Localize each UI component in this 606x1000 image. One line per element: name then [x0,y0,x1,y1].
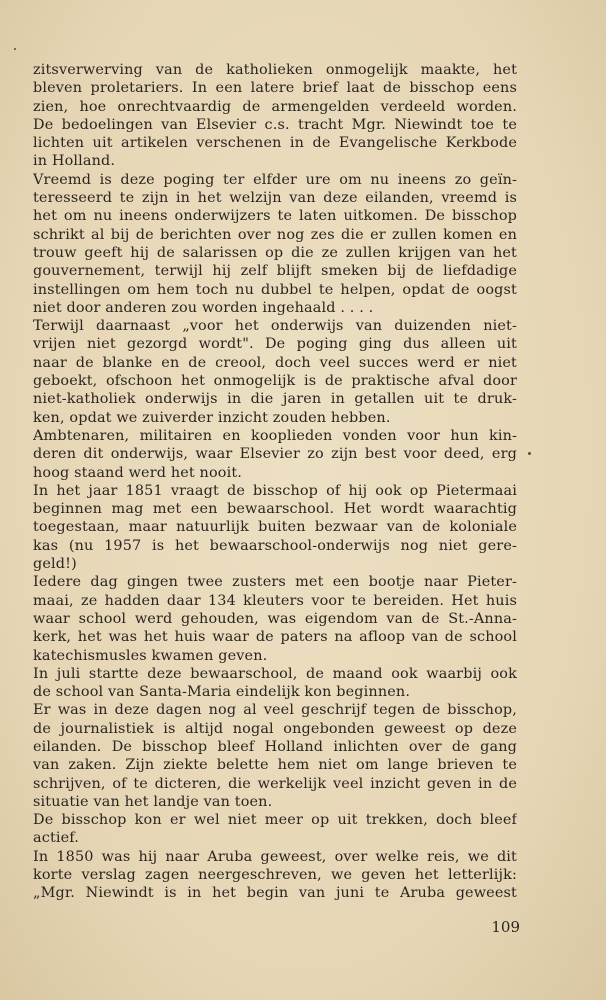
body-text [33,61,517,903]
text-line: deren dit onderwijs, waar Elsevier zo zijn best voor deed, erg [33,446,517,463]
text-line: geboekt, ofschoon het onmogelijk is de praktische afval door [33,373,517,390]
text-line: de journalistiek is altijd nogal ongebonden geweest op deze [33,720,517,737]
text-line: toegestaan, maar natuurlijk buiten bezwaar van de koloniale [33,519,517,536]
text-line: niet-katholiek onderwijs in die jaren in getallen uit te druk- [33,391,517,408]
text-line: kerk, het was het huis waar de paters na afloop van de school [33,629,517,646]
text-line: trouw geeft hij de salarissen op die ze zullen krijgen van het [33,244,517,261]
text-line: gouvernement, terwijl hij zelf blijft smeken bij de liefdadige [33,263,517,280]
text-line: de school van Santa-Maria eindelijk kon beginnen. [33,684,411,701]
text-line: Ambtenaren, militairen en kooplieden vonden voor hun kin- [33,427,517,444]
text-line: in Holland. [33,153,116,170]
text-line: eilanden. De bisschop bleef Holland inlichten over de gang [33,738,517,755]
text-line: het om nu ineens onderwijzers te laten uitkomen. De bisschop [33,208,517,225]
ink-speck [528,452,531,455]
text-line: schrijven, of te dicteren, die werkelijk veel inzicht geven in de [33,775,517,792]
text-line: De bedoelingen van Elsevier c.s. tracht Mgr. Niewindt toe te [33,116,517,133]
text-line: zitsverwerving van de katholieken onmogelijk maakte, het [33,62,517,78]
text-line: De bisschop kon er wel niet meer op uit trekken, doch bleef [33,812,517,829]
text-line: In juli startte deze bewaarschool, de maand ook waarbij ook [33,665,517,682]
text-line: Iedere dag gingen twee zusters met een bootje naar Pieter- [33,574,517,591]
text-line: zien, hoe onrechtvaardig de armengelden verdeeld worden. [33,98,517,115]
ink-speck [14,48,16,50]
text-line: In het jaar 1851 vraagt de bisschop of hij ook op Pietermaai [33,482,517,499]
text-line: van zaken. Zijn ziekte belette hem niet om lange brieven te [33,757,517,774]
text-line: Er was in deze dagen nog al veel geschrijf tegen de bisschop, [33,702,517,719]
text-line: vrijen niet gezorgd wordt". De poging ging dus alleen uit [33,336,517,353]
text-line: ken, opdat we zuiverder inzicht zouden hebben. [33,409,391,426]
text-line: geld!) [33,556,77,573]
text-line: schrikt al bij de berichten over nog zes die er zullen komen en [33,226,517,243]
text-line: hoog staand werd het nooit. [33,464,243,481]
page-number: 109 [491,918,520,936]
text-line: instellingen om hem toch nu dubbel te helpen, opdat de oogst [33,281,517,298]
text-line: naar de blanke en de creool, doch veel succes werd er niet [33,354,517,371]
text-line: Terwijl daarnaast „voor het onderwijs van duizenden niet- [33,318,517,335]
text-line: „Mgr. Niewindt is in het begin van juni te Aruba geweest [33,885,517,902]
text-line: Vreemd is deze poging ter elfder ure om nu ineens zo geïn- [33,171,517,188]
text-line: In 1850 was hij naar Aruba geweest, over welke reis, we dit [33,848,517,865]
text-line: maai, ze hadden daar 134 kleuters voor te bereiden. Het huis [33,592,517,609]
text-line: waar school werd gehouden, was eigendom van de St.-Anna- [33,610,517,627]
text-line: bleven proletariers. In een latere brief laat de bisschop eens [33,80,517,97]
text-line: niet door anderen zou worden ingehaald . . . . [33,299,374,316]
text-line: teresseerd te zijn in het welzijn van deze eilanden, vreemd is [33,190,517,207]
text-line: beginnen mag met een bewaarschool. Het wordt waarachtig [33,501,517,518]
text-line: situatie van het landje van toen. [33,793,273,810]
text-line: katechismusles kwamen geven. [33,647,268,664]
text-line: korte verslag zagen neergeschreven, we geven het letterlijk: [33,867,517,884]
text-line: actief. [33,830,79,847]
text-line: lichten uit artikelen verschenen in de Evangelische Kerkbode [33,135,517,152]
text-line: kas (nu 1957 is het bewaarschool-onderwijs nog niet gere- [33,537,517,554]
